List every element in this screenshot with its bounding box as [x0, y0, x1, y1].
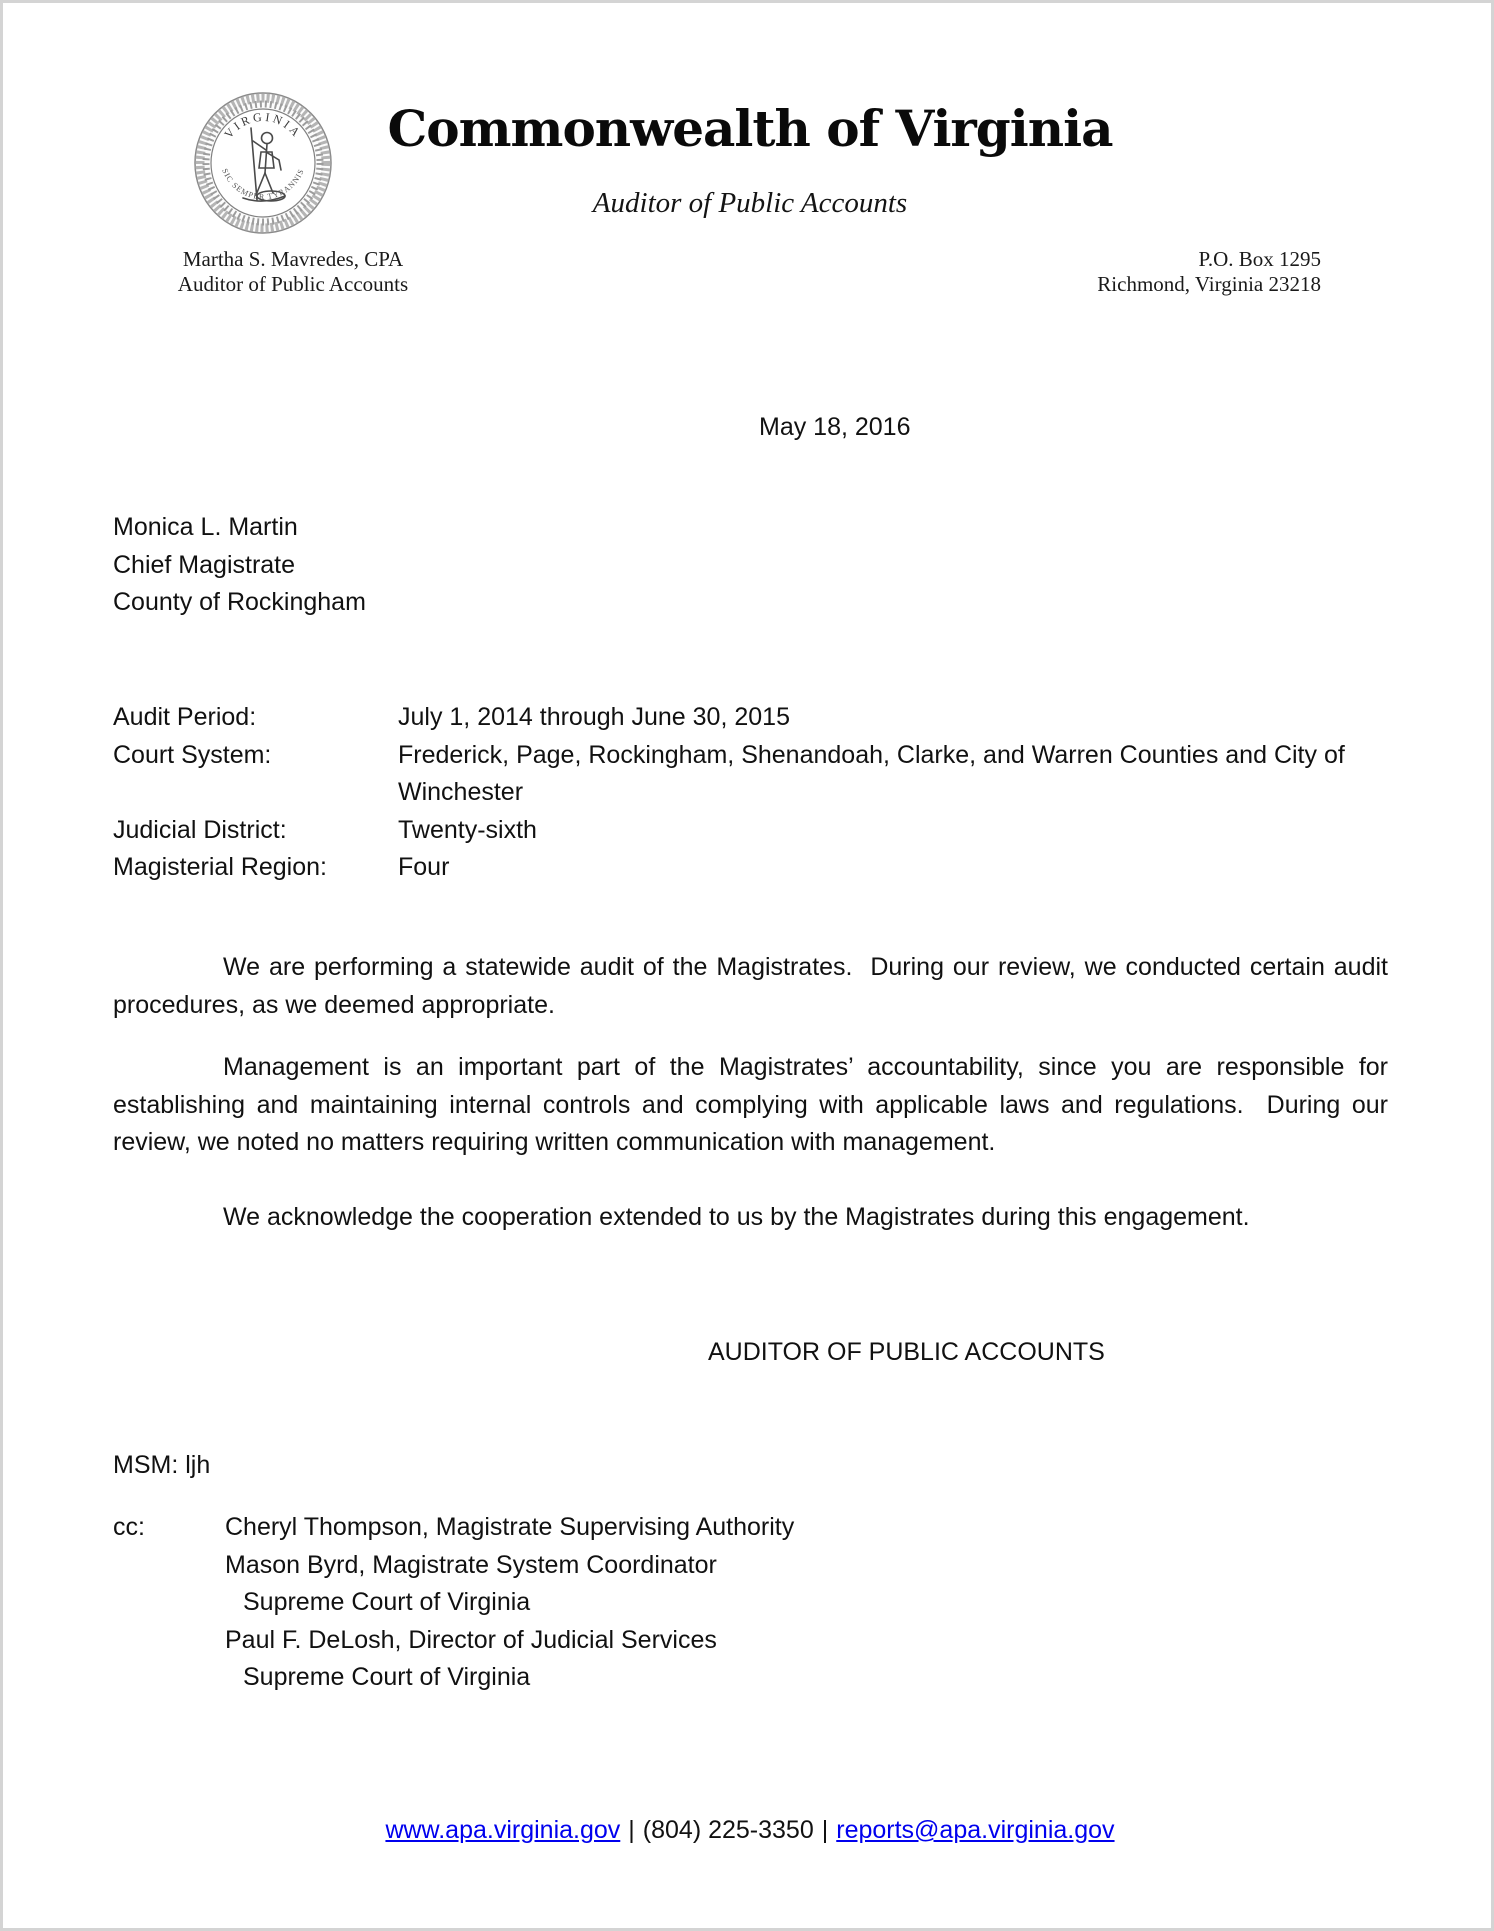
cc-entry: Supreme Court of Virginia: [243, 1663, 531, 1691]
phone-number: (804) 225-3350: [642, 1816, 814, 1844]
official-block: [163, 247, 423, 297]
address-block: [1003, 247, 1321, 297]
contact-footer: [3, 1812, 1494, 1850]
body-paragraph: Management is an important part of the Magistrates’ accountability, since you are responsible for establishing and maintaining internal controls and complying with applicable laws and regulations. During our review, we noted no matters requiring written communication with management.: [113, 1053, 1395, 1156]
detail-row-magisterial-region: [113, 849, 1353, 887]
recipient-jurisdiction: County of Rockingham: [113, 588, 366, 616]
detail-row-judicial-district: [113, 812, 1353, 850]
cc-entry: Cheryl Thompson, Magistrate Supervising Authority: [225, 1513, 795, 1541]
org-title: Commonwealth of Virginia: [387, 99, 1113, 158]
cc-entry: Mason Byrd, Magistrate System Coordinator: [225, 1550, 717, 1579]
seal-bottom-text: SIC SEMPER TYRANNIS: [220, 167, 306, 202]
audit-details: [113, 699, 1353, 887]
signature-org: AUDITOR OF PUBLIC ACCOUNTS: [708, 1338, 1105, 1366]
po-box: P.O. Box 1295: [1198, 247, 1321, 271]
official-name: Martha S. Mavredes, CPA: [182, 247, 404, 271]
detail-value: July 1, 2014 through June 30, 2015: [398, 703, 790, 731]
website-link[interactable]: www.apa.virginia.gov: [385, 1816, 621, 1844]
seal-top-text: VIRGINIA: [221, 109, 305, 142]
detail-row-audit-period: [113, 699, 1353, 737]
email-link[interactable]: reports@apa.virginia.gov: [836, 1816, 1115, 1844]
reference-initials: MSM: ljh: [113, 1451, 211, 1479]
detail-label: Magisterial Region:: [113, 853, 327, 881]
cc-label: cc:: [113, 1513, 145, 1541]
cc-entry: Paul F. DeLosh, Director of Judicial Services: [225, 1625, 717, 1654]
footer-separator: |: [628, 1816, 635, 1844]
cc-entry: Supreme Court of Virginia: [243, 1588, 531, 1616]
detail-value: Four: [398, 853, 450, 881]
detail-label: Judicial District:: [113, 815, 287, 844]
detail-value: Frederick, Page, Rockingham, Shenandoah, Clarke, and Warren Counties and City of Winchester: [398, 740, 1345, 806]
body-paragraph: We acknowledge the cooperation extended to us by the Magistrates during this engagement.: [223, 1203, 1250, 1231]
detail-row-court-system: [113, 737, 1353, 812]
org-subtitle: Auditor of Public Accounts: [592, 187, 908, 219]
recipient-title: Chief Magistrate: [113, 550, 296, 579]
recipient-block: [113, 509, 366, 622]
city-state-zip: Richmond, Virginia 23218: [1097, 272, 1321, 296]
recipient-name: Monica L. Martin: [113, 513, 298, 541]
footer-separator: |: [821, 1816, 829, 1844]
cc-list: [225, 1509, 794, 1697]
official-title: Auditor of Public Accounts: [177, 272, 409, 296]
body-paragraph: We are performing a statewide audit of the Magistrates. During our review, we conducted certain audit procedures, as we deemed appropriate.: [113, 953, 1395, 1019]
detail-value: Twenty-sixth: [398, 815, 537, 844]
letter-date: May 18, 2016: [759, 413, 911, 441]
detail-label: Court System:: [113, 740, 272, 769]
detail-label: Audit Period:: [113, 703, 257, 731]
